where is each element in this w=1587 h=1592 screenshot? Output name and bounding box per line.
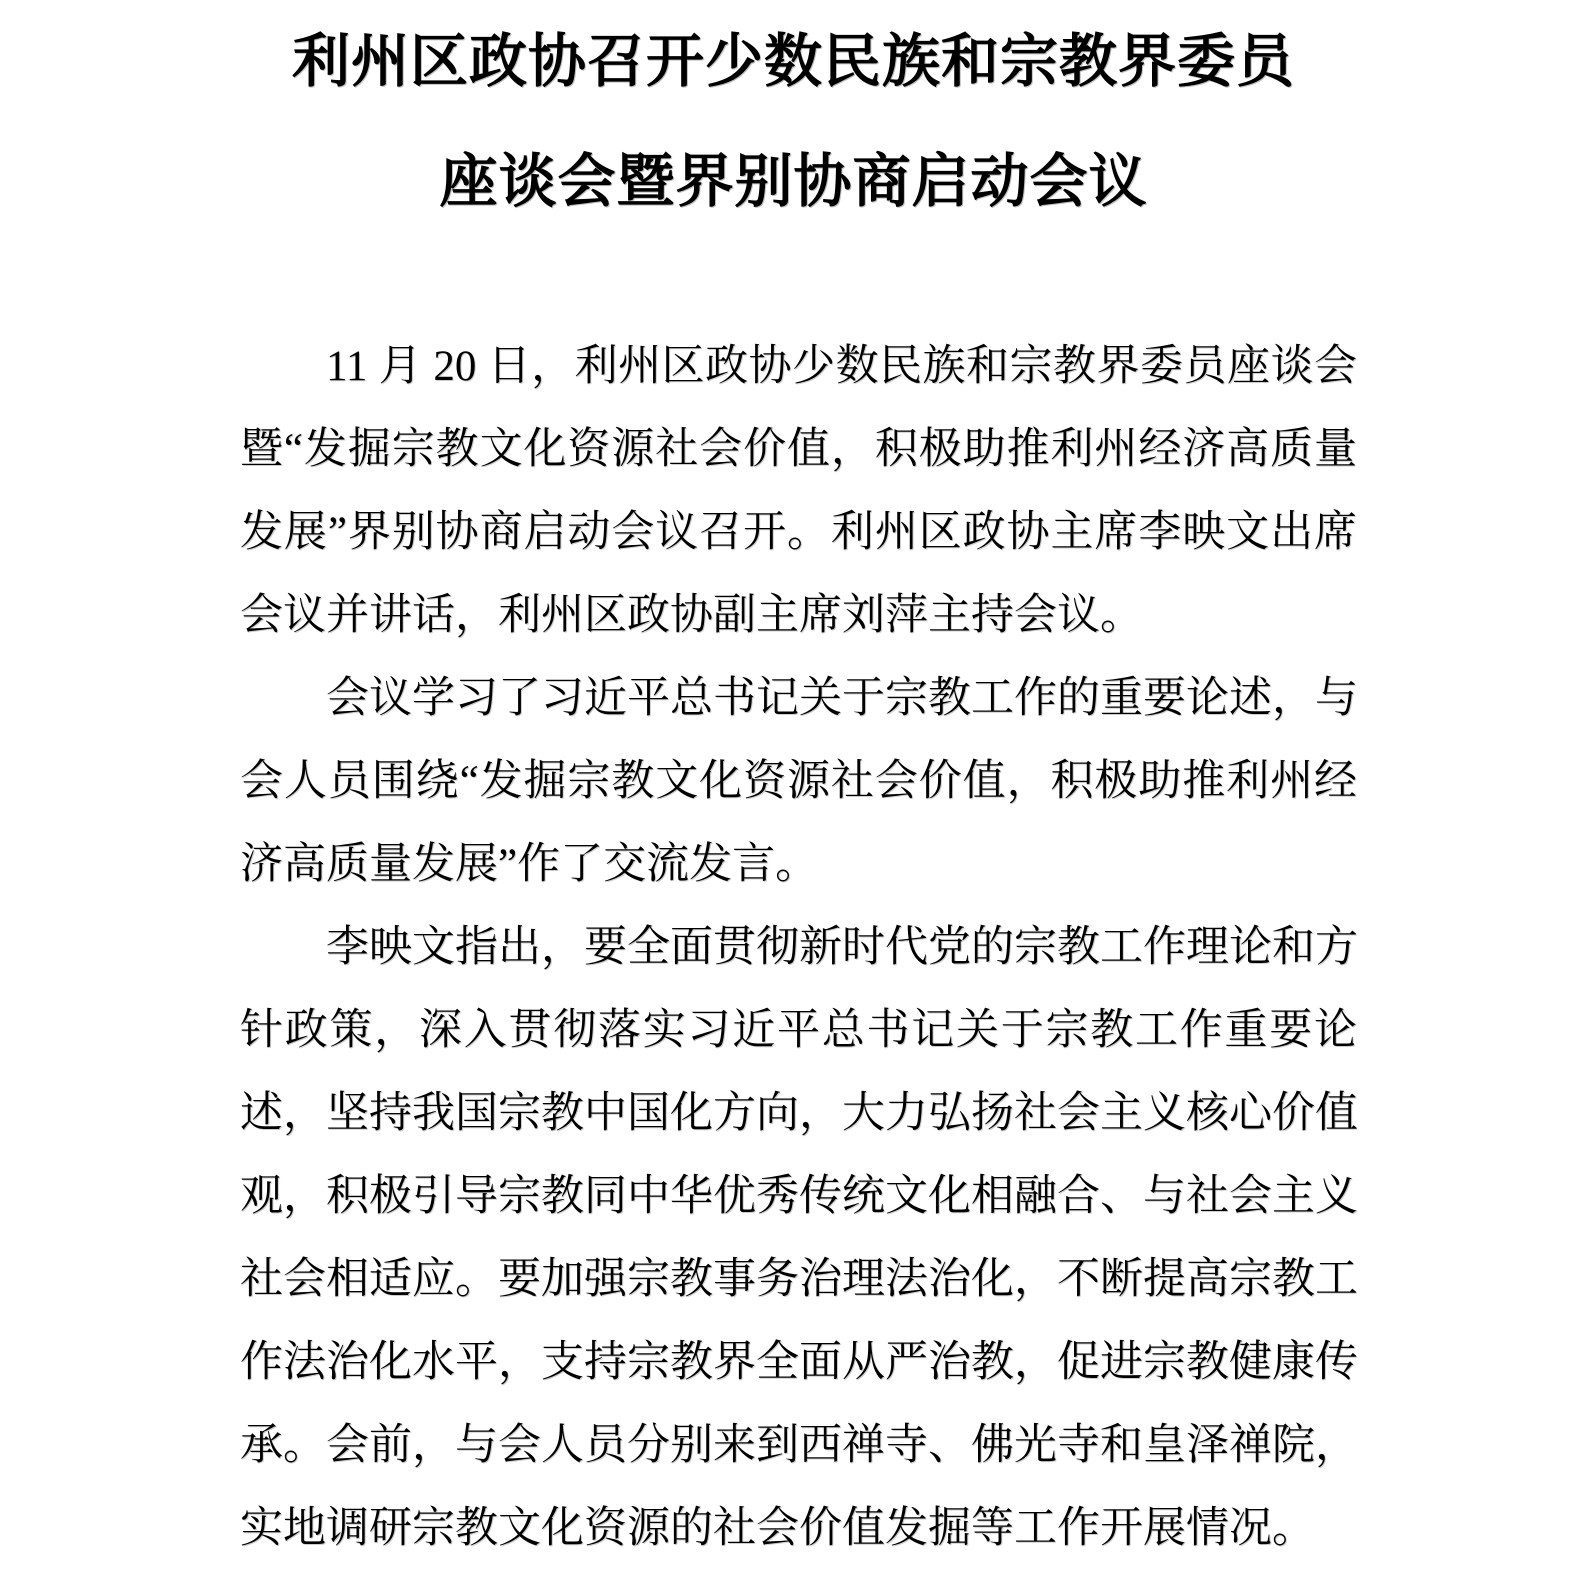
body-line: 11 月 20 日，利州区政协少数民族和宗教界委员座谈会 <box>326 343 1357 390</box>
body-line: 会议学习了习近平总书记关于宗教工作的重要论述，与 <box>326 675 1358 722</box>
body-line: 李映文指出，要全面贯彻新时代党的宗教工作理论和方 <box>326 924 1358 971</box>
title-line-2: 座谈会暨界别协商启动会议 <box>439 149 1148 214</box>
body-line: 会议并讲话，利州区政协副主席刘萍主持会议。 <box>240 592 1143 639</box>
body-line: 发展”界别协商启动会议召开。利州区政协主席李映文出席 <box>240 509 1357 556</box>
body-line: 会人员围绕“发掘宗教文化资源社会价值，积极助推利州经 <box>240 758 1357 805</box>
body-line: 暨“发掘宗教文化资源社会价值，积极助推利州经济高质量 <box>240 426 1357 473</box>
document-title <box>0 0 1587 242</box>
body-line: 承。会前，与会人员分别来到西禅寺、佛光寺和皇泽禅院， <box>240 1422 1358 1469</box>
body-line: 针政策，深入贯彻落实习近平总书记关于宗教工作重要论 <box>240 1007 1357 1054</box>
paragraph-3 <box>240 906 1357 1570</box>
paragraph-1 <box>240 325 1357 657</box>
paragraph-2 <box>240 657 1357 906</box>
body-line: 观，积极引导宗教同中华优秀传统文化相融合、与社会主义 <box>240 1173 1358 1220</box>
document-body <box>240 325 1357 1570</box>
body-line: 济高质量发展”作了交流发言。 <box>240 841 819 888</box>
body-line: 实地调研宗教文化资源的社会价值发掘等工作开展情况。 <box>240 1505 1315 1552</box>
title-line-1: 利州区政协召开少数民族和宗教界委员 <box>291 29 1295 94</box>
body-line: 述，坚持我国宗教中国化方向，大力弘扬社会主义核心价值 <box>240 1090 1358 1137</box>
body-line: 社会相适应。要加强宗教事务治理法治化，不断提高宗教工 <box>240 1256 1358 1303</box>
body-line: 作法治化水平，支持宗教界全面从严治教，促进宗教健康传 <box>240 1339 1358 1386</box>
